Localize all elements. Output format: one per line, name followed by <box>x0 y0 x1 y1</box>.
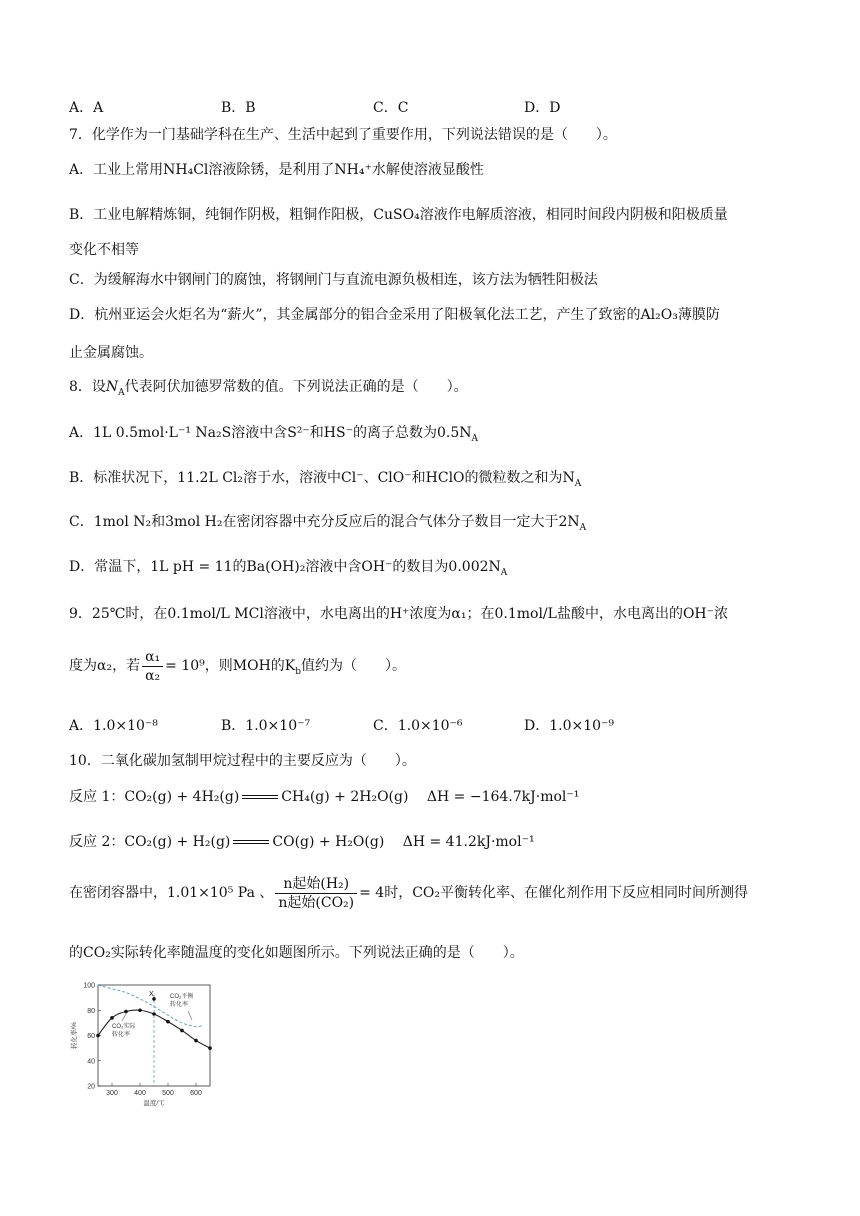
q10-frac-den: n起始(CO₂) <box>278 894 355 911</box>
q8-option-b <box>69 468 581 494</box>
equilibrium-series-label: 转化率 <box>170 1002 189 1008</box>
q9-frac-num: α₁ <box>142 648 163 667</box>
q9-stem-line1: 9．25℃时，在0.1mol/L MCl溶液中，水电离出的H⁺浓度为α₁；在0.1mol/L盐酸中，水电离出的OH⁻浓 <box>69 606 729 622</box>
q9-end: 值约为（ ）。 <box>301 658 407 674</box>
q7-option-a <box>69 160 484 180</box>
q9-option-b: B．1.0×10⁻⁷ <box>221 718 311 734</box>
q7-a-post: 水解使溶液显酸性 <box>371 162 484 178</box>
q9-option-c: C．1.0×10⁻⁶ <box>373 718 463 734</box>
q8-option-a <box>69 423 478 449</box>
data-point <box>208 1046 212 1050</box>
actual-series-label: CO₂实际 <box>112 1024 136 1030</box>
q10-cond-post: = 4时，CO₂平衡转化率、在催化剂作用下反应相同时间所测得 <box>359 885 749 901</box>
q9-frac-den: α₂ <box>145 667 161 684</box>
q10-reaction-2 <box>69 832 535 852</box>
data-point <box>166 1020 170 1024</box>
q8-stem-pre: 8．设 <box>69 379 106 395</box>
q7-b-post: 溶液作电解质溶液，相同时间段内阴极和阳极质量 <box>419 207 728 223</box>
q7-a-mid: 溶液除锈，是利用了 <box>208 162 335 178</box>
point-x-label: X <box>149 990 154 998</box>
q7-d-post: 薄膜防 <box>677 307 720 323</box>
data-point <box>110 1016 114 1020</box>
x-tick-label: 500 <box>162 1090 174 1097</box>
y-tick-label: 20 <box>87 1083 95 1091</box>
q10-r1-left: 反应 1：CO₂(g) + 4H₂(g) <box>69 789 240 805</box>
q10-fraction <box>275 875 357 912</box>
q10-condition <box>69 871 748 915</box>
q7-option-d-line1 <box>69 305 720 325</box>
q8-d-text: D．常温下，1L pH = 11的Ba(OH)₂溶液中含OH⁻的数目为0.002N <box>69 559 501 575</box>
equilibrium-sign <box>233 840 269 844</box>
q7-b-pre: B．工业电解精炼铜，纯铜作阴极，粗铜作阳极， <box>69 207 374 223</box>
y-axis-label: 转化率/% <box>71 1021 78 1050</box>
q9-option-a: A．1.0×10⁻⁸ <box>69 718 158 734</box>
equilibrium-sign <box>242 795 278 799</box>
q10-r1-right: CH₄(g) + 2H₂O(g) ΔH = −164.7kJ·mol⁻¹ <box>281 789 580 805</box>
y-tick-label: 80 <box>87 1007 95 1015</box>
q7-option-c: C．为缓解海水中钢闸门的腐蚀，将钢闸门与直流电源负极相连，该方法为牺牲阳极法 <box>69 272 598 288</box>
actual-series-label: 转化率 <box>112 1032 131 1038</box>
q10-r2-left: 反应 2：CO₂(g) + H₂(g) <box>69 834 231 850</box>
x-tick-label: 400 <box>134 1090 146 1097</box>
q8-a-sub: A <box>471 433 479 444</box>
q7-option-b-line1 <box>69 205 728 225</box>
q10-frac-num: n起始(H₂) <box>275 875 357 894</box>
q7-stem: 7．化学作为一门基础学科在生产、生活中起到了重要作用，下列说法错误的是（ ）。 <box>69 127 617 143</box>
data-point <box>194 1039 198 1043</box>
q6-option-d: D．D <box>524 100 561 116</box>
q8-na: N <box>105 379 119 395</box>
q9-pre: 度为α₂，若 <box>69 658 141 674</box>
equilibrium-label-leader <box>188 1011 192 1020</box>
q7-a-pre: A．工业上常用 <box>69 162 164 178</box>
data-point <box>138 1008 142 1012</box>
q7-d-pre: D．杭州亚运会火炬名为“薪火”，其金属部分的铝合金采用了阳极氧化法工艺，产生了致密的 <box>69 307 641 323</box>
q8-c-text: C．1mol N₂和3mol H₂在密闭容器中充分反应后的混合气体分子数目一定大于2N <box>69 514 580 530</box>
q9-stem-line2 <box>69 646 406 692</box>
q8-c-sub: A <box>579 522 587 533</box>
q6-option-b: B．B <box>221 100 256 116</box>
q10-r2-right: CO(g) + H₂O(g) ΔH = 41.2kJ·mol⁻¹ <box>272 834 535 850</box>
q8-b-sub: A <box>574 478 582 489</box>
conversion-rate-chart <box>68 976 218 1106</box>
q9-post: = 10⁹，则MOH的K <box>165 658 296 674</box>
y-tick-label: 60 <box>87 1033 95 1040</box>
q8-a-text: A．1L 0.5mol·L⁻¹ Na₂S溶液中含S²⁻和HS⁻的离子总数为0.5N <box>69 425 472 441</box>
y-tick-label: 40 <box>87 1058 95 1066</box>
y-tick-label: 100 <box>83 982 95 990</box>
equilibrium-series-label: CO₂平衡 <box>170 994 194 1000</box>
q7-b-chem: CuSO₄ <box>373 207 420 223</box>
q7-d-chem: Al₂O₃ <box>640 307 678 323</box>
data-point <box>96 1034 100 1038</box>
q8-option-c <box>69 512 586 538</box>
q6-option-c: C．C <box>373 100 409 116</box>
q7-option-b-line2: 变化不相等 <box>69 242 139 258</box>
data-point <box>124 1010 128 1014</box>
q8-stem <box>69 377 468 403</box>
q9-option-d: D．1.0×10⁻⁹ <box>524 718 615 734</box>
actual-label-leader <box>122 1014 126 1021</box>
data-point <box>180 1029 184 1033</box>
q8-stem-post: 代表阿伏加德罗常数的值。下列说法正确的是（ ）。 <box>124 379 468 395</box>
q8-b-text: B．标准状况下，11.2L Cl₂溶于水，溶液中Cl⁻、ClO⁻和HClO的微粒数之和为N <box>69 470 575 486</box>
q7-option-d-line2: 止金属腐蚀。 <box>69 345 153 361</box>
q7-a-chem: NH₄Cl <box>163 162 209 178</box>
q10-stem: 10．二氧化碳加氢制甲烷过程中的主要反应为（ ）。 <box>69 753 416 769</box>
x-tick-label: 600 <box>190 1090 202 1097</box>
q9-fraction <box>142 648 163 685</box>
q10-reaction-1 <box>69 787 579 807</box>
q8-d-sub: A <box>500 567 508 578</box>
q10-cond-pre: 在密闭容器中，1.01×10⁵ Pa 、 <box>69 885 274 901</box>
x-axis-label: 温度/℃ <box>143 1100 165 1106</box>
q10-last-line: 的CO₂实际转化率随温度的变化如题图所示。下列说法正确的是（ ）。 <box>69 945 524 961</box>
q8-na-sub: A <box>118 387 125 398</box>
x-tick-label: 300 <box>106 1090 118 1097</box>
q9-kb-sub: b <box>295 666 302 677</box>
q8-option-d <box>69 557 507 583</box>
q7-a-chem2: NH₄⁺ <box>334 162 372 178</box>
q6-option-a: A．A <box>69 100 104 116</box>
